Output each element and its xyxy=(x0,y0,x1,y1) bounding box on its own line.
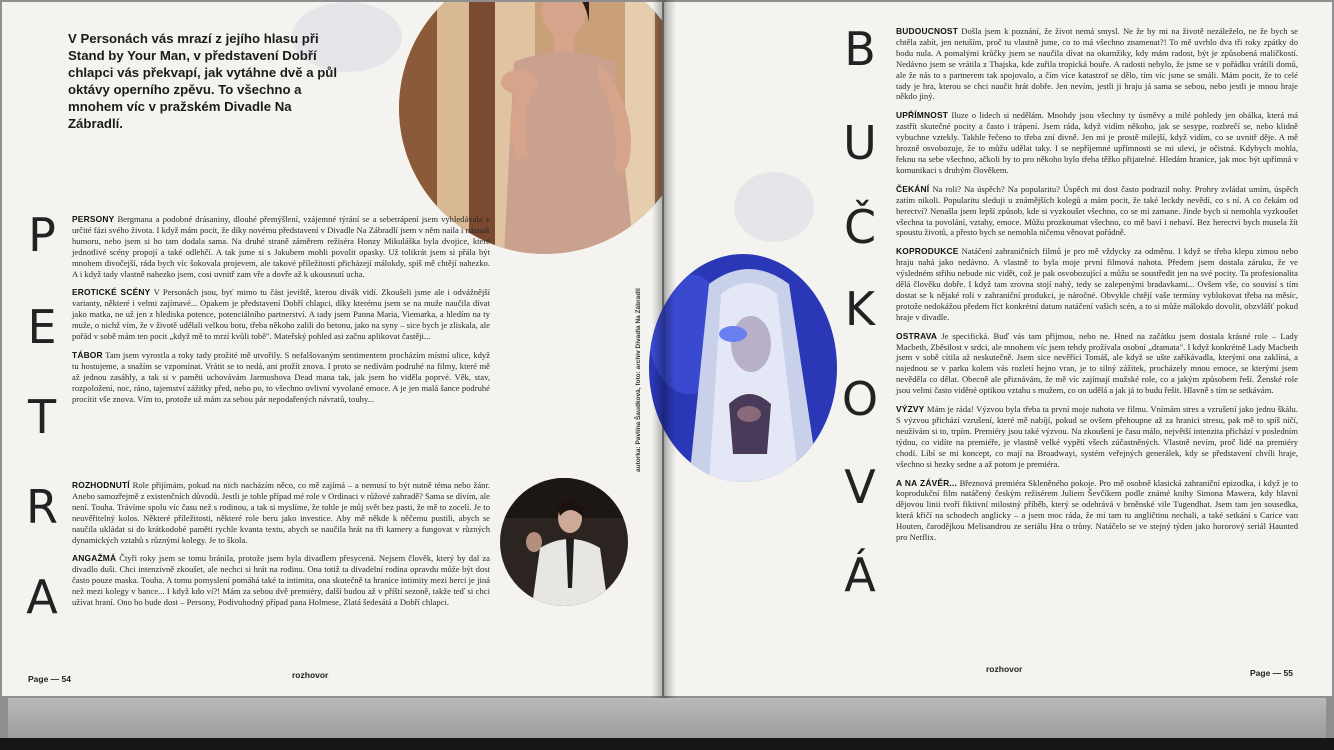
right-section-label: rozhovor xyxy=(986,664,1023,674)
left-page xyxy=(2,2,662,696)
section-heading: ROZHODNUTÍ xyxy=(72,480,130,490)
article-section xyxy=(72,553,490,608)
book-gutter-shadow xyxy=(652,0,676,700)
first-name-letter: R xyxy=(26,480,58,534)
section-text: Došla jsem k poznání, že život nemá smysl. Ne že by mi na životě nezáleželo, ne že bych se chtěla zabít, jen netuším, proč tu vlastně jsme, co to má všechno znamenat?! To mě uvrhlo dva tři roky zpátky do bodu nula. A pomalými krůčky jsem se naučila dívat na okamžiky, kdy mám radost, být je způsobená maličkostí. Nedávno jsem se vrátila z Thajska, kde zuřila tropická bouře. A radosti nebylo, že jsme se v pořádku vrátili domů, ale že nás to s partnerem tak spojovalo, a čím více katastrof se dělo, tím víc jsme se smáli. Mám pocit, že to celé tady je hra, kterou se chci naučit hrát dobře. Jen nevím, jestli ji hraju já sama se sebou, nebo jestli je mnou hraje někdo jiný. xyxy=(896,26,1298,102)
article-section xyxy=(896,110,1298,175)
last-name-letter: Á xyxy=(844,548,876,602)
article-section xyxy=(896,246,1298,322)
section-text: Čtyři roky jsem se tomu bránila, protože jsem byla divadlem přesycená. Nejsem člověk, který by dal za divadlo duši. Chci intenzivně zkoušet, ale nechci si hrát na rodinu. Ona totiž ta divadelní rodina opravdu může být dost často pouze maska. Touha. A tomu pomyslení pomáhá také ta intimita, ona skutečně ta hranice intimity mezi herci je jiná než mezi kolegy v bance... I když kdo ví?! Mám za sebou dvě premiéry, další budou až v příští sezoně, takže teď si chci užívat hraní. Ono ho bude dost – Persony, Podivuhodný případ pana Holmese, Zlatá šedesátá a Dobří chlapci. xyxy=(72,553,490,608)
section-text: Natáčení zahraničních filmů je pro mě vždycky za odměnu. I když se třeba klepu zimou nebo hraju nahá jako nedávno. A vlastně to byla moje první filmová nahota. Předem jsem dostala záruku, že ve výsledném střihu nebude nic vidět, což je pak osvobozující a můžu se soustředit jen na své pocity. Ta profesionalita dělá člověku dobře. I když tam zrovna stojí nahý, tedy se zalepenými bradavkami... Ovšem vše, co souvisí s tím dostat se k nějaké roli v zahraniční produkci, je náročné. Obvykle chtějí vaše termíny vyblokovat třeba na měsíc, protože nedokážou předem říct konkrétní datum natáčení vašich scén, a to si může málokdo dovolit, obzvlášť pokud hraje v divadle. xyxy=(896,246,1299,322)
article-section xyxy=(896,331,1298,396)
left-article-column-lower xyxy=(72,480,490,616)
last-name-letter: O xyxy=(841,372,879,426)
section-heading: OSTRAVA xyxy=(896,330,938,341)
section-text: Březnová premiéra Skleněného pokoje. Pro mě osobně klasická zahraniční epizodka, i když je to koprodukční film natáčený českým režisérem Juliem Ševčíkem podle známé knihy Simona Mawera, kdy hlavní dějovou linii tvoří fiktivní milostný příběh, který se odehrává v brněnské vile Tugendhat. Jsem tam jen sousedka, která křičí na schodech anglicky – a jsem moc ráda, že mi tam tu angličtinu nechali, a také setkání s Carice van Houten, čarodějkou Melisandrou ze seriálu Hra o trůny. Natáčelo se ve stejný týden jako hororový seriál Haunted pro Netflix. xyxy=(896,477,1298,543)
stage-photo-small xyxy=(500,478,628,606)
right-page-number: Page — 55 xyxy=(1250,668,1293,678)
section-heading: ANGAŽMÁ xyxy=(72,553,117,564)
veiled-figure-illustration xyxy=(649,254,837,482)
article-section xyxy=(896,26,1298,102)
section-heading: UPŘÍMNOST xyxy=(896,110,949,121)
article-section xyxy=(896,184,1298,239)
first-name-letter: P xyxy=(28,208,56,262)
article-section xyxy=(896,478,1298,543)
first-name-letter: T xyxy=(27,390,57,444)
article-section xyxy=(72,480,490,545)
last-name-letter: K xyxy=(844,282,876,336)
first-name-letter: A xyxy=(26,570,58,624)
section-heading: EROTICKÉ SCÉNY xyxy=(72,287,151,298)
bottom-border xyxy=(0,738,1334,750)
section-text: Tam jsem vyrostla a roky tady prožité mě utvořily. S nefalšovaným sentimentem procházím místní ulice, když tu hostujeme, a snažím se vzpomínat. Vrátit se to nedá, ani prožít znova. I proto se nedívám podruhé na filmy, které mě až jednou zasáhly, a tak si v paměti uchovávám Jarmushova Dead mana tak, jak jsem ho viděla poprvé. Věk, stav, rozpoložení, noc, ráno, tajemství zážitky před, nebo po, to všechno ovlivní vyvolané emoce. A je jen malá šance podruhé procítit vše znova. Vím to, protože už mám za sebou pár nepodařených návratů, touhy... xyxy=(72,349,490,404)
last-name-letter: V xyxy=(844,460,876,514)
left-page-number: Page — 54 xyxy=(28,674,71,684)
right-article-column xyxy=(896,26,1298,551)
left-article-column xyxy=(72,214,490,413)
last-name-letter: U xyxy=(843,116,877,170)
lead-paragraph: V Personách vás mrazí z jejího hlasu při Stand by Your Man, v představení Dobří chlapci vás překvapí, jak vytáhne dvě a půl oktávy operního zpěvu. To všechno a mnohem víc v pražském Divadle Na Zábradlí. xyxy=(68,31,338,131)
left-section-label: rozhovor xyxy=(292,670,329,680)
section-heading: ČEKÁNÍ xyxy=(896,183,930,194)
section-text: V Personách jsou, byť mimo tu část jeviště, kterou divák vidí. Zkoušeli jsme ale i odvážnější varianty, některé i velmi zajímavé... Opakem je představení Dobří chlapci, díky kterému jsem se na muže naučila dívat jako matka, ne už jen z hlediska potence, potenciálního partnerství. A tady jsem Panna Maria, Viemarka, a hledím na ty muže, o nichž vím, že v životě udělali velkou botu, třeba někoho zalili do betonu, jako na syny – sice bych je zliskala, ale pořád v sobě mám ten pocit „když mě to mrzí kvůli tobě". Mateřský pohled asi začnu aplikovat častěji... xyxy=(72,287,490,342)
article-section xyxy=(72,214,490,279)
section-heading: VÝZVY xyxy=(896,404,925,415)
section-text: Iluze o lidech si nedělám. Mnohdy jsou všechny ty úsměvy a milé pohledy jen obálka, která má zastřít skutečné pocity a často i trápení. Jsem ráda, když vidím někoho, jak se sesype, rozbrečí se, nebo klidně vybuchne vztekly. Takhle řečeno to třeba zní divně. Jen mi je prostě milejší, když vidím, co se uvnitř děje. A mě hrozně osvobozuje, že to můžu udělat taky. I se nepříjemné upřímnosti se mi ulevi, je očistná. Kdybych mohla, řeknu na sebe všechno, ačkoli by to pro někoho bylo třeba těžko přijatelné. Hledám hranice, jak moc být upřímná v komunikaci s druhým člověkem. xyxy=(896,110,1298,175)
section-heading: KOPRODUKCE xyxy=(896,246,959,257)
section-heading: BUDOUCNOST xyxy=(896,26,959,36)
article-section xyxy=(72,350,490,405)
section-heading: PERSONY xyxy=(72,214,115,224)
section-text: Role přijímám, pokud na nich nacházím něco, co mě zajímá – a nemusí to být nutně téma nebo žánr. Anebo samozřejmě z existenčních důvodů. Jestli je tohle případ mé role v Ordinaci v růžové zahradě? Sama se dívím, ale není. Touha. Trávíme spolu víc času než s rodinou, a tak si myslíme, že tohle je můj svět bez pasti, že mě to zocelí. Je to neuvěřitelný kolos. Některé příležitosti, některé role beru jako investice. Aby mě někde k něčemu pustili, abych se naučila ukládat si do krátkodobé paměti rychle kvanta textu, abych se naučila hrát na tři kamery a fungovat v různých dynamických vztahů s různými kolegy. Je to škola. xyxy=(72,480,490,545)
photo-credit: autorka: Pavlína Šaudková, foto: archiv Divadla Na Zábradlí xyxy=(635,288,642,472)
article-section xyxy=(72,287,490,342)
veiled-figure-photo xyxy=(649,254,837,482)
section-text: Je specifická. Buď vás tam přijmou, nebo ne. Hned na začátku jsem dostala krásné role – Lady Macbeth, Zběsilost v srdci, ale mnohem víc jsem tehdy prožívala osobní „dramata". I když konkrétně Lady Macbeth jsem v sobě cítila až neskutečně. Jsem sice nevěřící Tomáš, ale když se ušte zaříkávadla, kterými ona zaklíná, a najednou se v parku kolem vás rozletí hejno vran, je to silný zážitek, procházely mnou emoce, se kterými jsem nevěděla co dělat. Obecně ale přiznávám, že mě víc zajímají mužské role, co a jakým způsobem řeší. Ženské role jsou velmi často viděné optikou vztahu s mužem, co on udělá a jak já to budu řešit. Hlavně s tím se setkávám. xyxy=(896,330,1298,396)
section-text: Bergmana a podobné drásaniny, dlouhé přemýšlení, vzájemné týrání se a sebetrápení jsem vyhledávala v určité fázi svého života. I když mám pocit, že díky novému představení v Divadle Na Zábradlí jsem v něm naila i náznak humoru, nebo jsem si ho tam dodala sama. Na druhé straně záměrem režiséra Honzy Mikuláška byla dvojice, které jednotlivé scény propojí a také odlehčí. A tak jsme si s Jakubem mohli povolit opasky. Už tolikrát jsem si přála být mnohem divočejší, ráda bych víc šokovala projevem, ale takové příležitosti přicházejí málokdy, spíš mě chtějí nahezko. A i když tady vlastně nahezko jsem, cosi uvnitř zam vře a dovře až k ukousnutí ucha. xyxy=(72,214,490,279)
section-heading: TÁBOR xyxy=(72,349,103,360)
article-section xyxy=(896,404,1298,469)
last-name-letter: Č xyxy=(843,200,877,254)
section-heading: A NA ZÁVĚR... xyxy=(896,477,957,488)
page-edge-strip xyxy=(8,698,1326,738)
last-name-letter: B xyxy=(844,22,876,76)
section-text: Na roli? Na úspěch? Na popularitu? Úspěch mi dost často podrazil nohy. Prohry zvládat umím, úspěch zatím nikoli. Popularitu sleduji u známějších kolegů a mám pocit, že také leckdy nevědí, co s ní. A co čekám od herectví? Nenašla jsem lepší způsob, kde si vyzkoušet všechno, co se mi zamane. Jinde bych si nemohla vyzkoušet všechna ta povolání, vztahy, emoce. Můžu prozkoumat všechno, co mě baví i nebaví. Bez herectví bych musela žít spoustu životů, a přesto bych se nemohla ničemu věnovat pořádně. xyxy=(896,183,1299,238)
first-name-letter: E xyxy=(27,300,57,354)
faint-back-image xyxy=(734,172,814,242)
section-text: Mám je ráda! Výzvou byla třeba ta první moje nahota ve filmu. Vnímám stres a vzrušení jako jednu škálu. S výzvou přichází vzrušení, které mě nabíjí, pokud se ovšem přehoupne až za hranici stresu, pak mě to spíš ničí, neužívám si to, trpím. Premiéry jsou také výzvou. Na zkoušení je času málo, největší intenzita přichází v posledním týdnu, co vidíte na premiéře, je vlastně velké vypětí všech zúčastněných. Vlastně nevím, proč lidé na premiéry chodí. Líbí se mi koncept, co mají na Broadwayi, systém veřejných generálek, kdy se představení chvíli hraje, všechno si hezky sedne a až potom je premiéra. xyxy=(896,404,1298,469)
stage-illustration xyxy=(500,478,628,606)
